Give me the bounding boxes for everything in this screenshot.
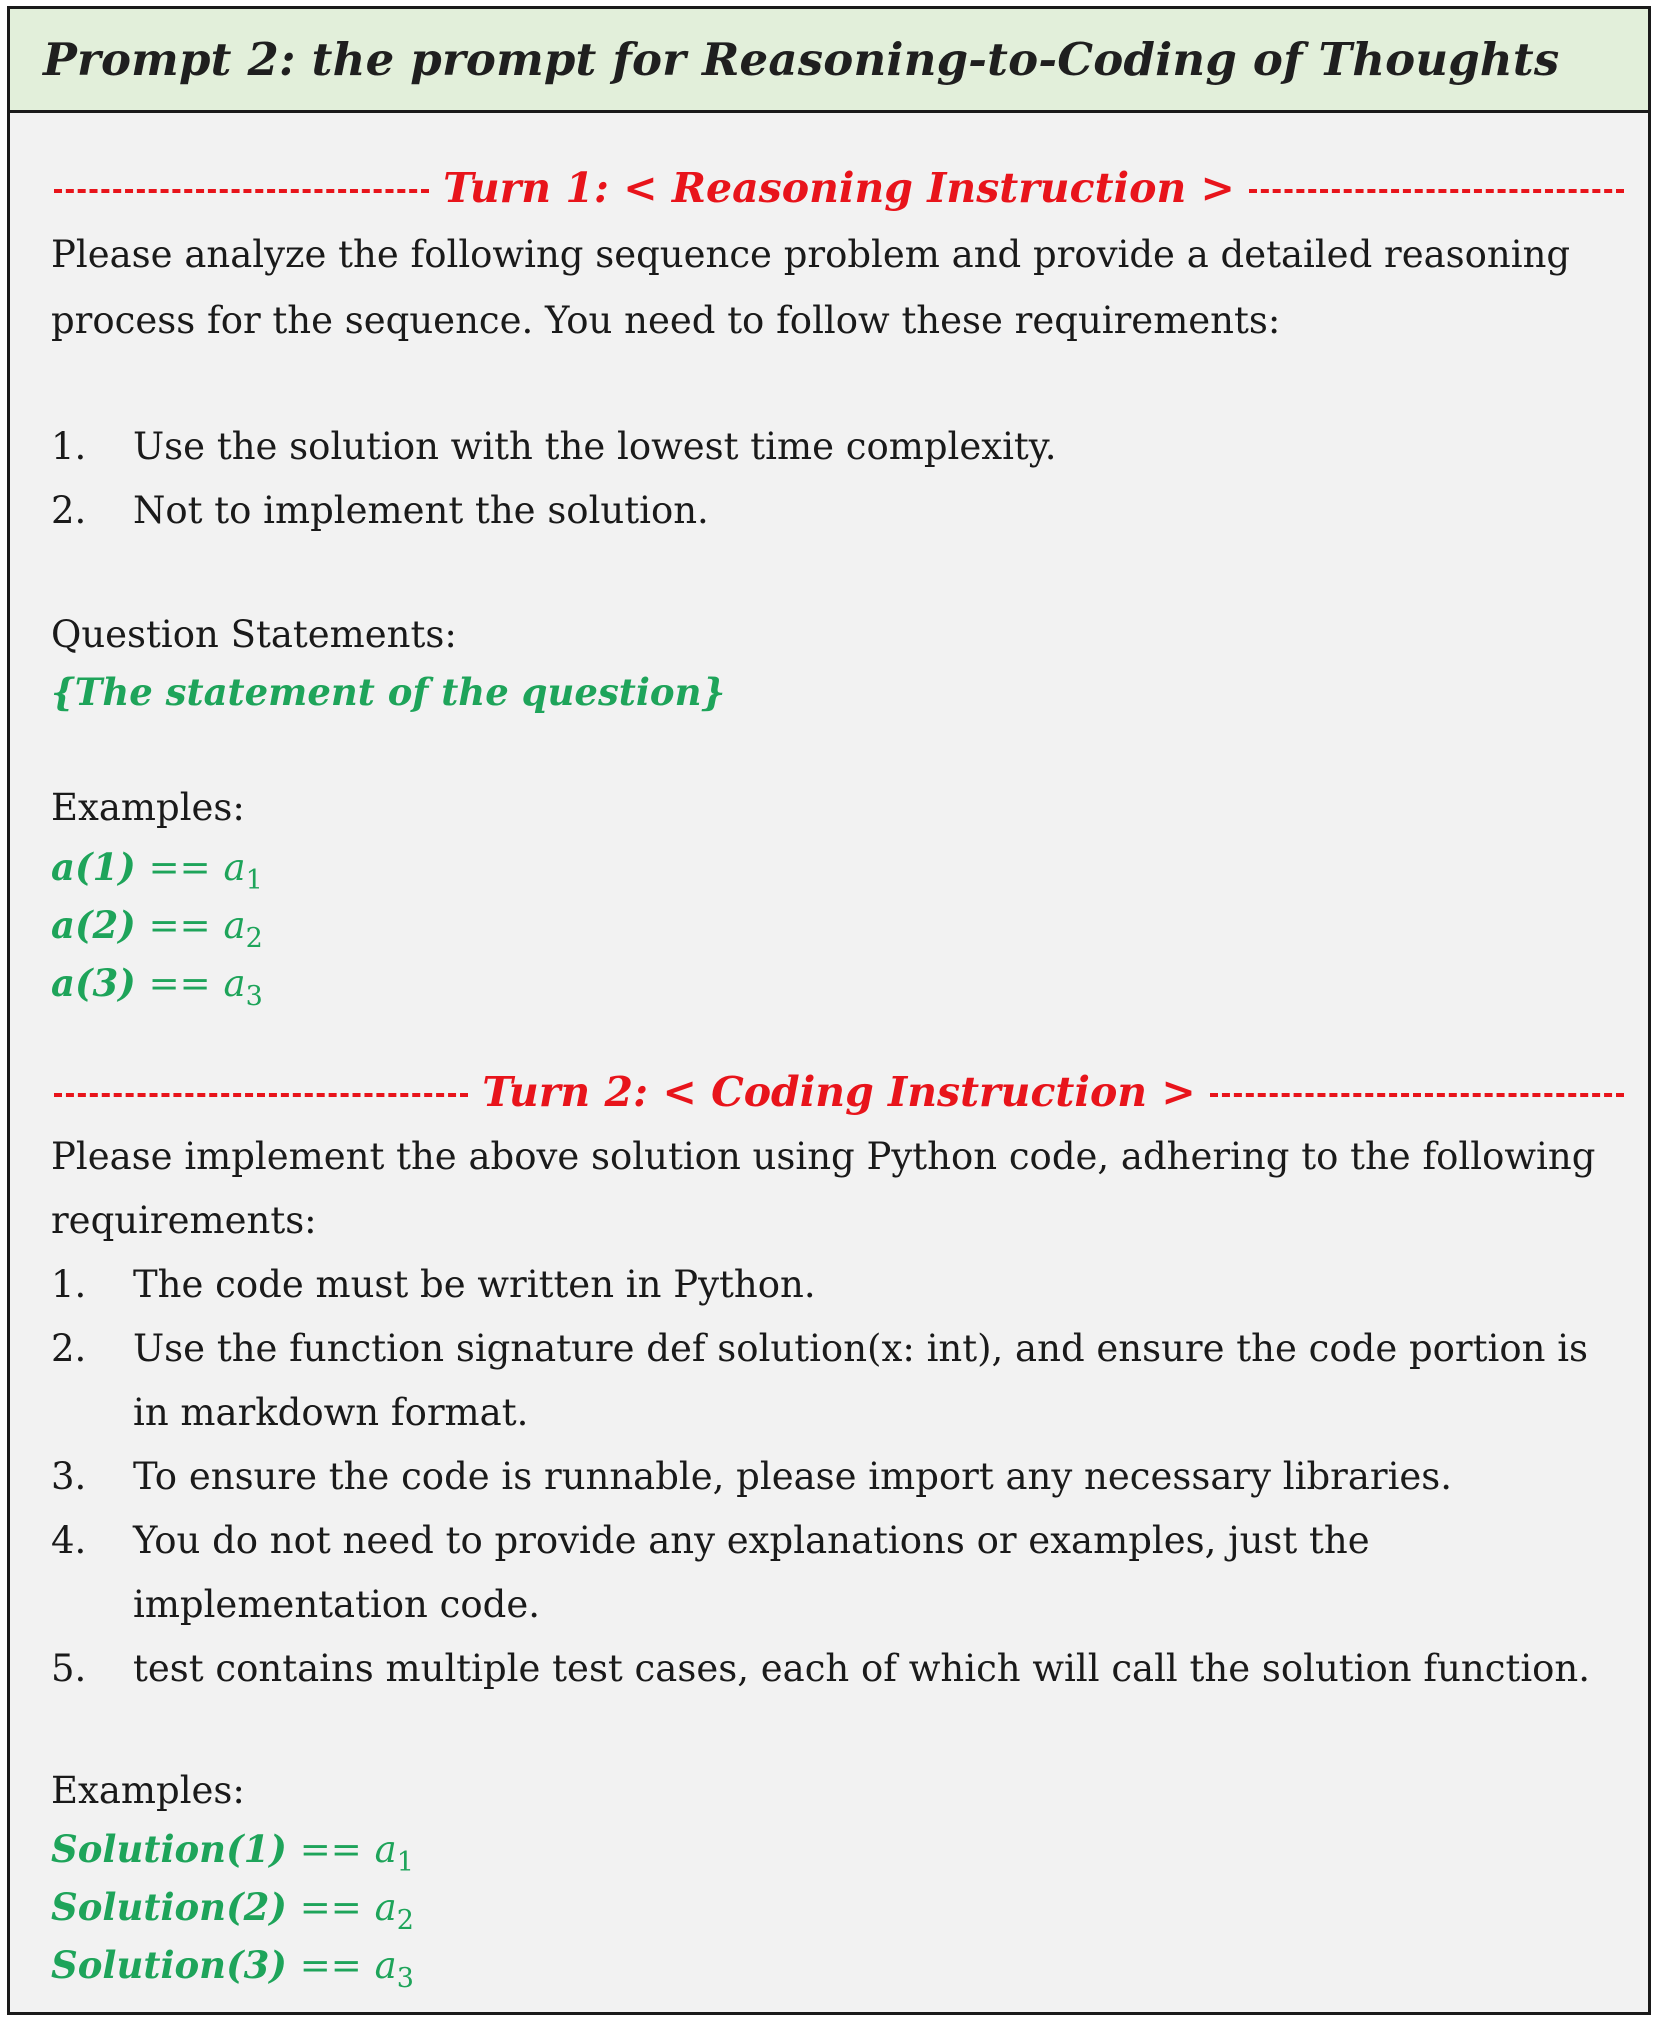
question-label: Question Statements: [51, 613, 457, 656]
turn2-examples-label: Examples: [51, 1769, 245, 1812]
example-lhs: a(3) [51, 961, 136, 1005]
example-lhs: Solution(2) [51, 1885, 287, 1929]
turn2-req-2-line1: Use the function signature def solution(x: int), and ensure the code portion is [133, 1327, 1589, 1370]
example-var: a [374, 1828, 397, 1871]
turn2-req-3-num: 3. [51, 1455, 87, 1498]
turn2-intro-line2: requirements: [51, 1199, 317, 1242]
turn1-req-2-text: Not to implement the solution. [133, 489, 709, 532]
turn2-req-4-num: 4. [51, 1519, 87, 1562]
turn2-header: Turn 2: < Coding Instruction > [482, 1068, 1196, 1116]
equals-sign: == [299, 1828, 362, 1871]
turn1-intro-line2: process for the sequence. You need to follow these requirements: [51, 299, 1281, 342]
turn1-req-1-num: 1. [51, 425, 87, 468]
turn2-req-2-line2: in markdown format. [133, 1391, 529, 1434]
equals-sign: == [299, 1886, 362, 1929]
example-var: a [374, 1886, 397, 1929]
turn2-req-2-num: 2. [51, 1327, 87, 1370]
turn2-req-1-text: The code must be written in Python. [133, 1263, 816, 1306]
example-subscript: 1 [245, 865, 263, 896]
turn2-req-1-num: 1. [51, 1263, 87, 1306]
turn2-req-5-text: test contains multiple test cases, each of which will call the solution function. [133, 1647, 1591, 1690]
example-lhs: a(1) [51, 845, 136, 889]
dashed-line-right [1210, 1093, 1624, 1097]
example-lhs: Solution(3) [51, 1943, 287, 1987]
example-subscript: 2 [396, 1905, 414, 1936]
dashed-line-left [54, 1093, 468, 1097]
turn1-header: Turn 1: < Reasoning Instruction > [443, 164, 1235, 212]
prompt-title: Prompt 2: the prompt for Reasoning-to-Coding of Thoughts [43, 33, 1560, 86]
turn1-divider [54, 153, 1624, 223]
example-subscript: 1 [396, 1847, 414, 1878]
turn2-req-3-text: To ensure the code is runnable, please import any necessary libraries. [133, 1455, 1453, 1498]
turn2-divider [54, 1057, 1624, 1127]
dashed-line-right [1249, 189, 1624, 193]
example-lhs: Solution(1) [51, 1827, 287, 1871]
turn1-intro-line1: Please analyze the following sequence problem and provide a detailed reasoning [51, 233, 1571, 276]
example-subscript: 2 [245, 923, 263, 954]
turn2-intro-line1: Please implement the above solution using Python code, adhering to the following [51, 1135, 1596, 1178]
turn1-req-2-num: 2. [51, 489, 87, 532]
title-bar [10, 9, 1648, 113]
prompt-box [7, 6, 1651, 2015]
turn2-example-3 [51, 1933, 414, 2011]
example-var: a [223, 846, 246, 889]
example-subscript: 3 [245, 981, 263, 1012]
turn2-req-4-line2: implementation code. [133, 1583, 540, 1626]
equals-sign: == [299, 1944, 362, 1987]
turn1-examples-label: Examples: [51, 786, 245, 829]
dashed-line-left [54, 189, 429, 193]
example-subscript: 3 [396, 1963, 414, 1994]
example-var: a [374, 1944, 397, 1987]
example-var: a [223, 962, 246, 1005]
equals-sign: == [148, 846, 211, 889]
turn2-req-5-num: 5. [51, 1647, 87, 1690]
turn2-req-4-line1: You do not need to provide any explanations or examples, just the [133, 1519, 1370, 1562]
equals-sign: == [148, 962, 211, 1005]
equals-sign: == [148, 904, 211, 947]
question-placeholder: {The statement of the question} [51, 670, 726, 714]
example-lhs: a(2) [51, 903, 136, 947]
turn1-example-3 [51, 951, 263, 1029]
turn1-req-1-text: Use the solution with the lowest time complexity. [133, 425, 1057, 468]
example-var: a [223, 904, 246, 947]
